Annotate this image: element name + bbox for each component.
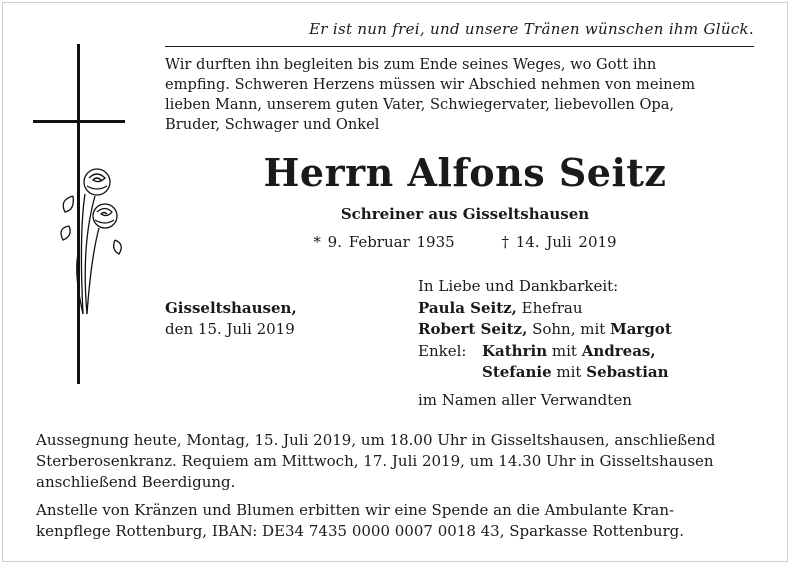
son-role: Sohn, mit	[532, 320, 606, 338]
notice-date: den 15. Juli 2019	[165, 320, 295, 338]
grandchild-mit: mit	[551, 341, 577, 360]
deceased-profession: Schreiner aus Gisseltshausen	[340, 205, 590, 223]
ceremony-line: anschließend Beerdigung.	[36, 473, 236, 491]
ceremony-info	[36, 430, 756, 493]
wife-name: Paula Seitz,	[418, 298, 517, 317]
intro-line: lieben Mann, unserem guten Vater, Schwiegervater, liebevollen Opa,	[165, 96, 675, 113]
intro-text	[165, 55, 755, 135]
mourners-heading: In Liebe und Dankbarkeit:	[418, 277, 619, 295]
life-dates	[150, 233, 780, 251]
roses-icon	[55, 160, 125, 320]
place: Gisseltshausen,	[165, 299, 297, 317]
mourner-grandchild	[418, 341, 672, 363]
mourner-wife	[418, 298, 672, 320]
grandchild-partner: Andreas,	[581, 341, 656, 360]
grandchild-name: Stefanie	[482, 363, 552, 381]
intro-line: Wir durften ihn begleiten bis zum Ende seines Weges, wo Gott ihn	[165, 56, 657, 73]
motto: Er ist nun frei, und unsere Tränen wünschen ihm Glück.	[309, 20, 754, 38]
ceremony-line: Sterberosenkranz. Requiem am Mittwoch, 17. Juli 2019, um 14.30 Uhr in Gisseltshausen	[36, 452, 714, 470]
death-date: † 14. Juli 2019	[501, 233, 617, 251]
cross-bar	[33, 120, 125, 123]
donation-info	[36, 500, 756, 542]
intro-line: Bruder, Schwager und Onkel	[165, 116, 380, 133]
mourners-closing: im Namen aller Verwandten	[418, 390, 632, 409]
divider	[165, 46, 754, 47]
grandchild-mit: mit	[556, 363, 582, 381]
donation-line: kenpflege Rottenburg, IBAN: DE34 7435 0000 0007 0018 43, Sparkasse Rottenburg.	[36, 522, 685, 540]
donation-line: Anstelle von Kränzen und Blumen erbitten wir eine Spende an die Ambulante Kran-	[36, 501, 675, 519]
ceremony-line: Aussegnung heute, Montag, 15. Juli 2019, um 18.00 Uhr in Gisseltshausen, anschließend	[36, 431, 716, 449]
son-name: Robert Seitz,	[418, 320, 528, 338]
grandchild-name: Kathrin	[482, 341, 548, 360]
mourners-list	[418, 276, 672, 411]
wife-role: Ehefrau	[521, 298, 583, 317]
son-partner: Margot	[610, 320, 672, 338]
mourner-son	[418, 319, 672, 341]
place-date	[165, 298, 297, 340]
enkel-label: Enkel:	[418, 341, 467, 360]
mourner-grandchild	[418, 362, 672, 384]
intro-line: empfing. Schweren Herzens müssen wir Abschied nehmen von meinem	[165, 76, 696, 93]
birth-date: * 9. Februar 1935	[313, 233, 455, 251]
deceased-name: Herrn Alfons Seitz	[263, 150, 667, 195]
grandchild-partner: Sebastian	[586, 363, 669, 381]
